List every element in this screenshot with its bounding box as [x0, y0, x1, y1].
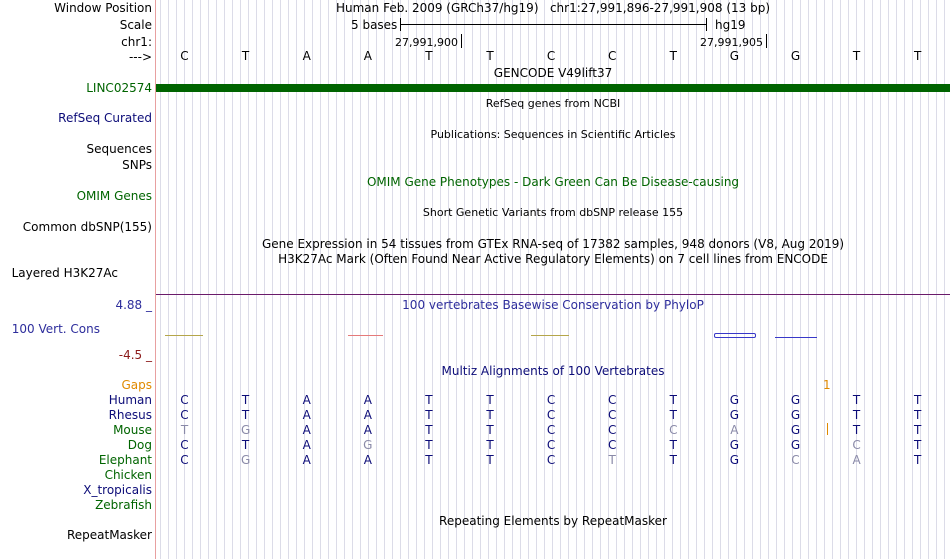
dbsnp-track-title: Short Genetic Variants from dbSNP release 155 [422, 206, 684, 219]
gtex-track-title: Gene Expression in 54 tissues from GTEx RNA-seq of 17382 samples, 948 donors (V8, Aug 2019) [261, 237, 845, 251]
aligned-base: C [607, 393, 617, 407]
aligned-base: T [914, 423, 922, 437]
ruler-header [156, 1, 950, 15]
species-label[interactable]: Chicken [104, 468, 152, 482]
aligned-base: A [363, 423, 372, 437]
aligned-base: T [852, 393, 861, 407]
scale-label: Scale [119, 18, 152, 32]
reference-base: C [546, 49, 556, 63]
window-position-label: Window Position [54, 1, 152, 15]
reference-base: A [302, 49, 311, 63]
aligned-base: G [790, 438, 801, 452]
aligned-base: A [852, 453, 861, 467]
dbsnp-track-label[interactable]: Common dbSNP(155) [22, 220, 152, 234]
aligned-base: T [425, 423, 433, 437]
track-label-column [0, 0, 156, 559]
species-label[interactable]: Zebrafish [95, 498, 152, 512]
aligned-base: G [729, 453, 740, 467]
aligned-base: G [729, 408, 740, 422]
conservation-min-label: -4.5 _ [118, 348, 152, 362]
reference-base: C [607, 49, 617, 63]
repeatmasker-track-title: Repeating Elements by RepeatMasker [439, 514, 667, 528]
aligned-base: T [425, 393, 433, 407]
conservation-max-label: 4.88 _ [115, 298, 152, 312]
aligned-base: A [302, 423, 311, 437]
strand-label: ---> [128, 50, 152, 64]
aligned-base: T [852, 408, 861, 422]
snps-track-label[interactable]: SNPs [122, 158, 152, 172]
gap-count: 1 [823, 378, 831, 392]
aligned-base: T [486, 408, 494, 422]
aligned-base: G [729, 438, 740, 452]
conservation-track-title: 100 vertebrates Basewise Conservation by PhyloP [402, 298, 704, 312]
omim-track-title: OMIM Gene Phenotypes - Dark Green Can Be Disease-causing [366, 175, 740, 189]
conservation-segment [165, 335, 203, 336]
refseq-track-title: RefSeq genes from NCBI [485, 97, 621, 110]
aligned-base: T [914, 453, 922, 467]
aligned-base: C [607, 408, 617, 422]
linc02574-gene-feature[interactable] [156, 84, 950, 92]
aligned-base: T [425, 438, 433, 452]
multiz-track-title: Multiz Alignments of 100 Vertebrates [441, 364, 665, 378]
aligned-base: G [790, 393, 801, 407]
aligned-base: T [852, 423, 861, 437]
species-label[interactable]: Dog [127, 438, 152, 452]
aligned-base: T [914, 393, 922, 407]
aligned-base: A [302, 438, 311, 452]
aligned-base: A [363, 408, 372, 422]
coord-right-tick [766, 34, 767, 48]
aligned-base: T [914, 438, 922, 452]
aligned-base: T [241, 438, 250, 452]
scale-bar [400, 24, 706, 25]
conservation-track-label[interactable]: 100 Vert. Cons [11, 322, 100, 336]
reference-base: C [180, 49, 189, 63]
repeatmasker-track-label[interactable]: RepeatMasker [66, 528, 152, 542]
refseq-track-label[interactable]: RefSeq Curated [58, 111, 152, 125]
publications-track-label[interactable]: Sequences [86, 142, 152, 156]
aligned-base: T [669, 453, 677, 467]
aligned-base: T [241, 408, 250, 422]
aligned-base: G [240, 453, 251, 467]
h3k27ac-track-label[interactable]: Layered H3K27Ac [11, 266, 118, 280]
aligned-base: G [240, 423, 251, 437]
aligned-base: T [669, 438, 677, 452]
aligned-base: G [790, 408, 801, 422]
reference-base: T [914, 49, 922, 63]
conservation-peak [714, 333, 756, 338]
track-separator [156, 294, 950, 295]
aligned-base: A [302, 393, 311, 407]
aligned-base: C [180, 453, 189, 467]
aligned-base: T [669, 408, 677, 422]
species-label[interactable]: Rhesus [108, 408, 152, 422]
assembly-text: Human Feb. 2009 (GRCh37/hg19) [335, 1, 539, 15]
aligned-base: T [180, 423, 189, 437]
aligned-base: T [486, 438, 494, 452]
aligned-base: A [302, 453, 311, 467]
omim-track-label[interactable]: OMIM Genes [76, 189, 152, 203]
aligned-base: C [852, 438, 861, 452]
aligned-base: A [730, 423, 739, 437]
aligned-base: G [729, 393, 740, 407]
species-label[interactable]: Mouse [113, 423, 152, 437]
h3k27ac-track-title: H3K27Ac Mark (Often Found Near Active Regulatory Elements) on 7 cell lines from ENCODE [278, 252, 828, 266]
gencode-track-label[interactable]: LINC02574 [86, 81, 152, 95]
aligned-base: C [180, 408, 189, 422]
reference-base: T [241, 49, 250, 63]
gaps-label: Gaps [121, 378, 152, 392]
aligned-base: A [363, 393, 372, 407]
aligned-base: C [180, 438, 189, 452]
aligned-base: C [546, 438, 556, 452]
reference-base: T [425, 49, 433, 63]
aligned-base: C [607, 423, 617, 437]
gencode-track-title: GENCODE V49lift37 [493, 66, 613, 80]
reference-base: G [790, 49, 801, 63]
scale-text: 5 bases [351, 18, 398, 32]
db-text: hg19 [715, 18, 746, 32]
species-label[interactable]: Human [108, 393, 152, 407]
aligned-base: G [790, 423, 801, 437]
publications-track-title: Publications: Sequences in Scientific Articles [430, 128, 676, 141]
aligned-base: T [486, 453, 494, 467]
aligned-base: T [486, 423, 494, 437]
reference-base: T [669, 49, 677, 63]
conservation-segment [348, 335, 383, 336]
species-label[interactable]: X_tropicalis [83, 483, 152, 497]
aligned-base: T [486, 393, 494, 407]
aligned-base: C [546, 423, 556, 437]
reference-base: T [852, 49, 861, 63]
aligned-base: T [608, 453, 616, 467]
reference-base: G [729, 49, 740, 63]
chrom-label: chr1: [121, 35, 152, 49]
aligned-base: T [241, 393, 250, 407]
reference-base: T [486, 49, 494, 63]
conservation-segment [531, 335, 569, 336]
coord-right: 27,991,905 [700, 36, 763, 49]
reference-base: A [363, 49, 372, 63]
position-text: chr1:27,991,896-27,991,908 (13 bp) [549, 1, 771, 15]
aligned-base: A [302, 408, 311, 422]
coord-left-tick [461, 34, 462, 48]
aligned-base: T [425, 408, 433, 422]
aligned-base: T [669, 393, 677, 407]
species-label[interactable]: Elephant [98, 453, 152, 467]
scale-bar-left-end [400, 18, 401, 31]
aligned-base: T [425, 453, 433, 467]
aligned-base: C [607, 438, 617, 452]
aligned-base: A [363, 453, 372, 467]
coord-left: 27,991,900 [395, 36, 458, 49]
scale-bar-right-end [706, 18, 707, 31]
aligned-base: G [363, 438, 373, 452]
aligned-base: T [914, 408, 922, 422]
aligned-base: C [546, 408, 556, 422]
aligned-base: C [791, 453, 800, 467]
conservation-segment [775, 337, 817, 338]
aligned-base: C [669, 423, 678, 437]
aligned-base: C [546, 453, 556, 467]
aligned-base: C [546, 393, 556, 407]
aligned-base: C [180, 393, 189, 407]
